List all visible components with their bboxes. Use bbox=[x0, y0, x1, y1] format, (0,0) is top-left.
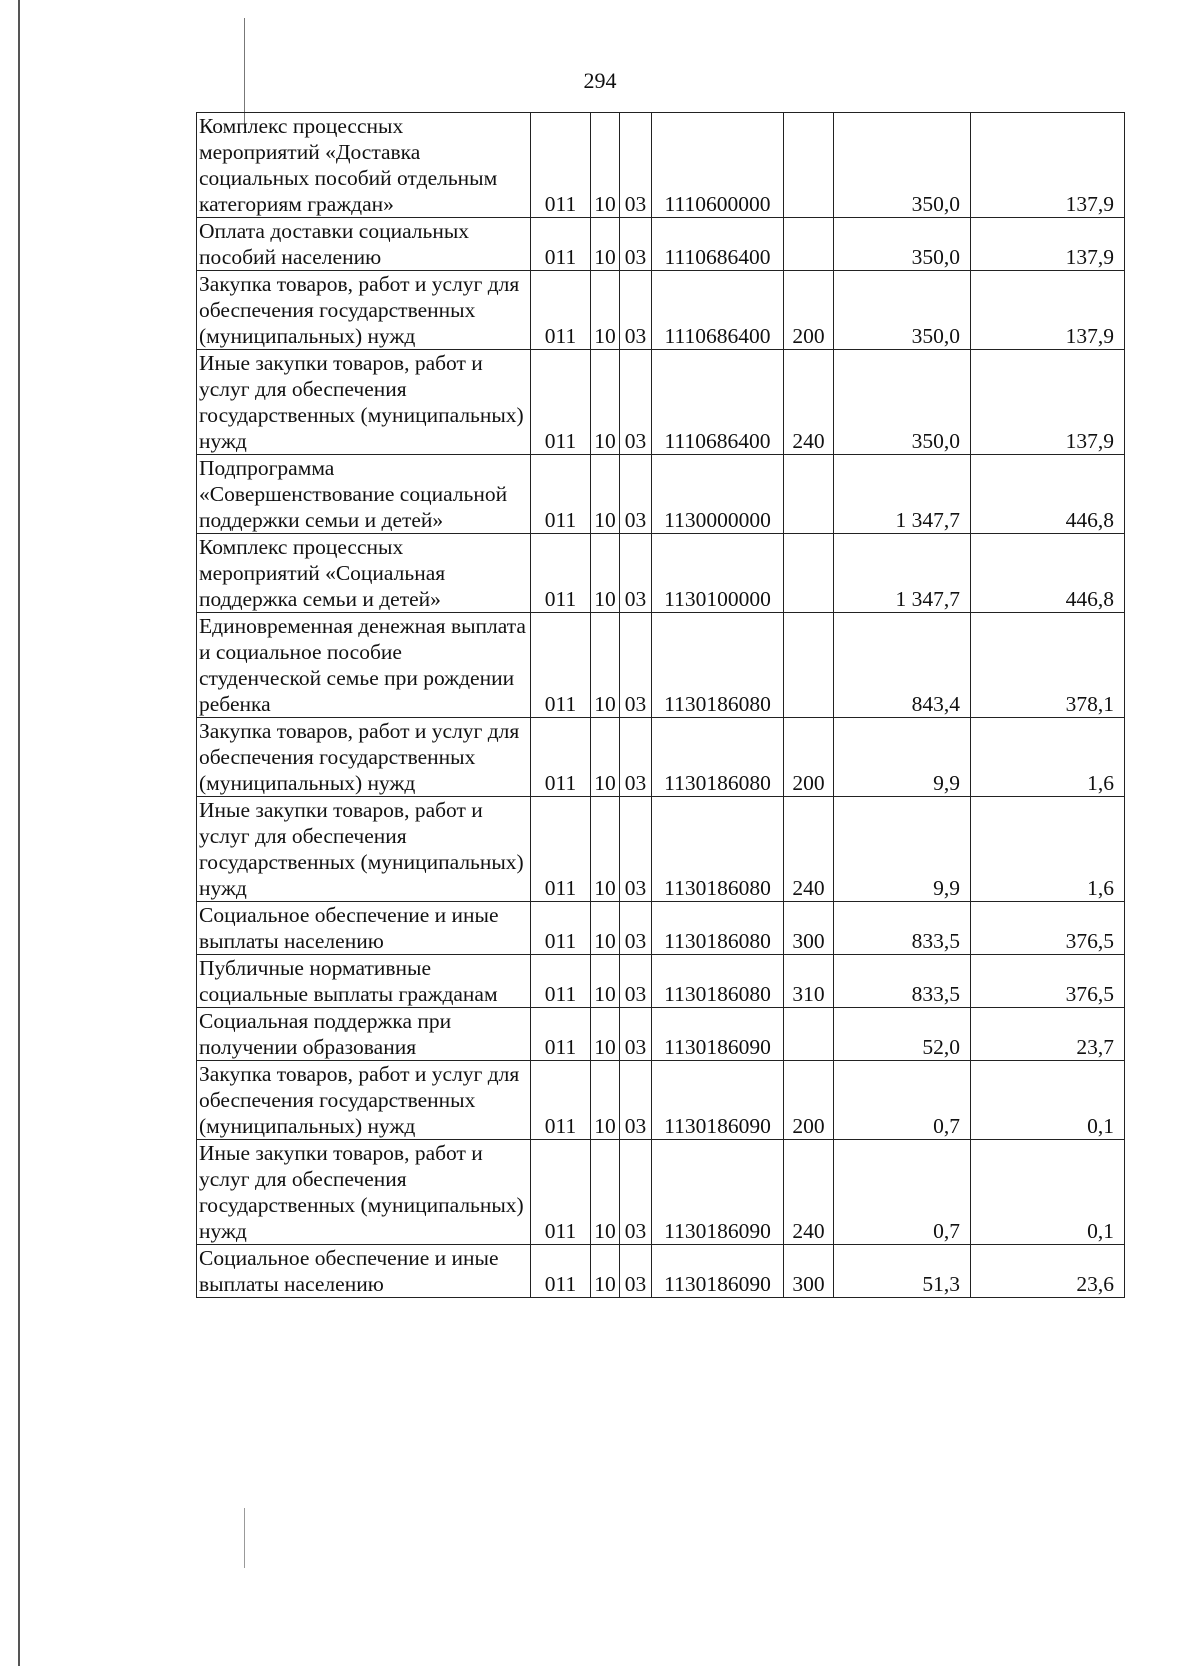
row-ved: 011 bbox=[531, 534, 591, 613]
row-sum-exec: 137,9 bbox=[971, 218, 1125, 271]
row-pr: 03 bbox=[620, 1245, 652, 1298]
row-csr: 1130000000 bbox=[652, 455, 784, 534]
row-csr: 1130186080 bbox=[652, 955, 784, 1008]
row-rz: 10 bbox=[591, 718, 620, 797]
row-sum-exec: 0,1 bbox=[971, 1061, 1125, 1140]
row-ved: 011 bbox=[531, 718, 591, 797]
row-ved: 011 bbox=[531, 271, 591, 350]
row-vr: 240 bbox=[784, 1140, 834, 1245]
row-ved: 011 bbox=[531, 902, 591, 955]
table-row bbox=[197, 1140, 1125, 1245]
row-sum-plan: 833,5 bbox=[834, 955, 971, 1008]
row-name: Публичные нормативные социальные выплаты гражданам bbox=[197, 955, 531, 1008]
row-vr: 200 bbox=[784, 1061, 834, 1140]
row-sum-exec: 1,6 bbox=[971, 797, 1125, 902]
scan-fold-line-bottom bbox=[244, 1508, 245, 1568]
row-sum-plan: 350,0 bbox=[834, 218, 971, 271]
row-vr bbox=[784, 455, 834, 534]
row-ved: 011 bbox=[531, 1245, 591, 1298]
row-pr: 03 bbox=[620, 218, 652, 271]
budget-table bbox=[196, 112, 1125, 1298]
row-csr: 1130100000 bbox=[652, 534, 784, 613]
row-rz: 10 bbox=[591, 1140, 620, 1245]
row-sum-plan: 350,0 bbox=[834, 350, 971, 455]
row-pr: 03 bbox=[620, 955, 652, 1008]
row-vr: 200 bbox=[784, 718, 834, 797]
row-ved: 011 bbox=[531, 1061, 591, 1140]
row-ved: 011 bbox=[531, 218, 591, 271]
row-sum-exec: 23,7 bbox=[971, 1008, 1125, 1061]
row-csr: 1130186090 bbox=[652, 1061, 784, 1140]
row-rz: 10 bbox=[591, 271, 620, 350]
row-pr: 03 bbox=[620, 1008, 652, 1061]
row-sum-exec: 137,9 bbox=[971, 113, 1125, 218]
row-csr: 1130186090 bbox=[652, 1245, 784, 1298]
row-sum-exec: 446,8 bbox=[971, 455, 1125, 534]
row-vr bbox=[784, 218, 834, 271]
row-sum-plan: 843,4 bbox=[834, 613, 971, 718]
row-sum-plan: 350,0 bbox=[834, 271, 971, 350]
row-sum-plan: 833,5 bbox=[834, 902, 971, 955]
row-ved: 011 bbox=[531, 350, 591, 455]
row-rz: 10 bbox=[591, 534, 620, 613]
scan-edge-line bbox=[18, 0, 20, 1666]
table-row bbox=[197, 1061, 1125, 1140]
page-number: 294 bbox=[583, 68, 617, 93]
budget-table-body bbox=[197, 113, 1125, 1298]
table-row bbox=[197, 613, 1125, 718]
row-rz: 10 bbox=[591, 1245, 620, 1298]
table-row bbox=[197, 1008, 1125, 1061]
row-pr: 03 bbox=[620, 271, 652, 350]
row-rz: 10 bbox=[591, 113, 620, 218]
row-csr: 1110686400 bbox=[652, 218, 784, 271]
row-vr bbox=[784, 1008, 834, 1061]
row-csr: 1130186080 bbox=[652, 718, 784, 797]
table-row bbox=[197, 1245, 1125, 1298]
row-ved: 011 bbox=[531, 1008, 591, 1061]
row-rz: 10 bbox=[591, 218, 620, 271]
row-name: Иные закупки товаров, работ и услуг для обеспечения государственных (муниципальных) нужд bbox=[197, 1140, 531, 1245]
row-vr: 300 bbox=[784, 1245, 834, 1298]
row-pr: 03 bbox=[620, 1061, 652, 1140]
row-pr: 03 bbox=[620, 455, 652, 534]
row-name: Иные закупки товаров, работ и услуг для обеспечения государственных (муниципальных) нужд bbox=[197, 797, 531, 902]
row-rz: 10 bbox=[591, 350, 620, 455]
row-csr: 1110600000 bbox=[652, 113, 784, 218]
row-vr bbox=[784, 534, 834, 613]
row-csr: 1130186080 bbox=[652, 613, 784, 718]
row-sum-plan: 52,0 bbox=[834, 1008, 971, 1061]
row-rz: 10 bbox=[591, 1008, 620, 1061]
row-ved: 011 bbox=[531, 1140, 591, 1245]
row-csr: 1130186080 bbox=[652, 902, 784, 955]
table-row bbox=[197, 902, 1125, 955]
row-sum-plan: 51,3 bbox=[834, 1245, 971, 1298]
row-csr: 1110686400 bbox=[652, 271, 784, 350]
row-name: Подпрограмма «Совершенствование социальной поддержки семьи и детей» bbox=[197, 455, 531, 534]
table-row bbox=[197, 955, 1125, 1008]
row-sum-plan: 1 347,7 bbox=[834, 534, 971, 613]
row-sum-exec: 1,6 bbox=[971, 718, 1125, 797]
row-csr: 1130186080 bbox=[652, 797, 784, 902]
row-sum-plan: 1 347,7 bbox=[834, 455, 971, 534]
row-sum-exec: 376,5 bbox=[971, 902, 1125, 955]
row-sum-exec: 376,5 bbox=[971, 955, 1125, 1008]
row-sum-exec: 137,9 bbox=[971, 350, 1125, 455]
row-name: Комплекс процессных мероприятий «Доставка социальных пособий отдельным категориям граждан» bbox=[197, 113, 531, 218]
row-sum-exec: 23,6 bbox=[971, 1245, 1125, 1298]
row-name: Социальная поддержка при получении образования bbox=[197, 1008, 531, 1061]
row-name: Социальное обеспечение и иные выплаты населению bbox=[197, 1245, 531, 1298]
row-rz: 10 bbox=[591, 613, 620, 718]
row-vr: 310 bbox=[784, 955, 834, 1008]
row-vr bbox=[784, 113, 834, 218]
row-ved: 011 bbox=[531, 613, 591, 718]
row-name: Закупка товаров, работ и услуг для обеспечения государственных (муниципальных) нужд bbox=[197, 1061, 531, 1140]
row-sum-exec: 378,1 bbox=[971, 613, 1125, 718]
row-vr bbox=[784, 613, 834, 718]
row-pr: 03 bbox=[620, 1140, 652, 1245]
row-name: Оплата доставки социальных пособий населению bbox=[197, 218, 531, 271]
row-csr: 1130186090 bbox=[652, 1140, 784, 1245]
row-sum-plan: 0,7 bbox=[834, 1061, 971, 1140]
row-name: Закупка товаров, работ и услуг для обеспечения государственных (муниципальных) нужд bbox=[197, 718, 531, 797]
row-rz: 10 bbox=[591, 455, 620, 534]
row-name: Закупка товаров, работ и услуг для обеспечения государственных (муниципальных) нужд bbox=[197, 271, 531, 350]
row-sum-exec: 137,9 bbox=[971, 271, 1125, 350]
row-rz: 10 bbox=[591, 902, 620, 955]
table-row bbox=[197, 534, 1125, 613]
table-row bbox=[197, 271, 1125, 350]
row-ved: 011 bbox=[531, 955, 591, 1008]
table-row bbox=[197, 350, 1125, 455]
row-name: Комплекс процессных мероприятий «Социальная поддержка семьи и детей» bbox=[197, 534, 531, 613]
row-name: Социальное обеспечение и иные выплаты населению bbox=[197, 902, 531, 955]
row-ved: 011 bbox=[531, 455, 591, 534]
row-vr: 240 bbox=[784, 350, 834, 455]
row-pr: 03 bbox=[620, 613, 652, 718]
row-pr: 03 bbox=[620, 350, 652, 455]
table-row bbox=[197, 218, 1125, 271]
row-pr: 03 bbox=[620, 902, 652, 955]
row-ved: 011 bbox=[531, 797, 591, 902]
row-csr: 1110686400 bbox=[652, 350, 784, 455]
row-csr: 1130186090 bbox=[652, 1008, 784, 1061]
row-sum-exec: 446,8 bbox=[971, 534, 1125, 613]
row-rz: 10 bbox=[591, 797, 620, 902]
table-row bbox=[197, 797, 1125, 902]
row-rz: 10 bbox=[591, 955, 620, 1008]
row-sum-plan: 0,7 bbox=[834, 1140, 971, 1245]
row-pr: 03 bbox=[620, 534, 652, 613]
table-row bbox=[197, 113, 1125, 218]
row-sum-plan: 350,0 bbox=[834, 113, 971, 218]
row-sum-exec: 0,1 bbox=[971, 1140, 1125, 1245]
row-sum-plan: 9,9 bbox=[834, 718, 971, 797]
row-rz: 10 bbox=[591, 1061, 620, 1140]
table-row bbox=[197, 455, 1125, 534]
row-vr: 240 bbox=[784, 797, 834, 902]
row-ved: 011 bbox=[531, 113, 591, 218]
row-sum-plan: 9,9 bbox=[834, 797, 971, 902]
row-vr: 300 bbox=[784, 902, 834, 955]
row-pr: 03 bbox=[620, 797, 652, 902]
row-pr: 03 bbox=[620, 718, 652, 797]
table-row bbox=[197, 718, 1125, 797]
row-name: Единовременная денежная выплата и социальное пособие студенческой семье при рождении ребенка bbox=[197, 613, 531, 718]
row-name: Иные закупки товаров, работ и услуг для обеспечения государственных (муниципальных) нужд bbox=[197, 350, 531, 455]
row-pr: 03 bbox=[620, 113, 652, 218]
row-vr: 200 bbox=[784, 271, 834, 350]
